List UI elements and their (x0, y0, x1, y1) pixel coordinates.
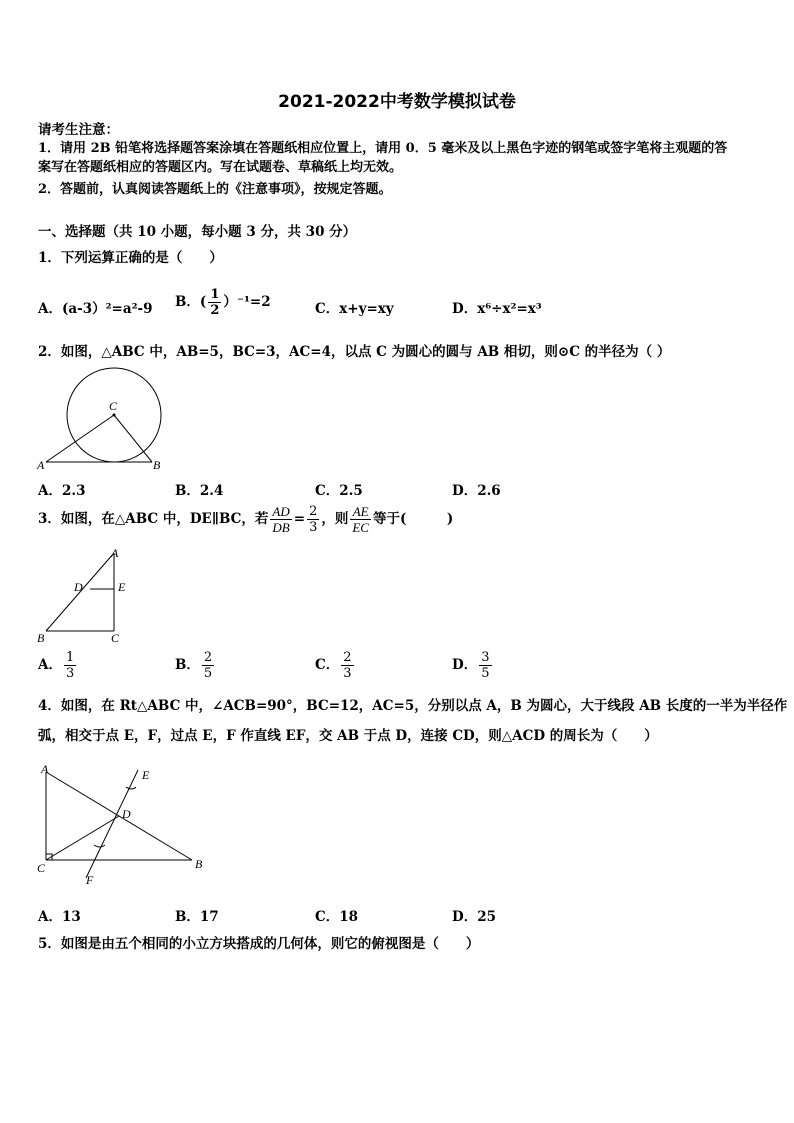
question-4-stem-line-2: 弧，相交于点 E，F，过点 E，F 作直线 EF，交 AB 于点 D，连接 CD，则△ACD 的周长为（ ） (38, 728, 658, 744)
q2-label-a: A (37, 458, 45, 472)
q3-a-fraction (64, 650, 76, 681)
q3-label-d: D (74, 580, 83, 594)
q3-f3-num: AE (350, 504, 371, 520)
q3-c-fraction (341, 650, 353, 681)
q3-option-c (315, 650, 356, 681)
q3-d-fraction (479, 650, 491, 681)
q2-option-c: C．2.5 (315, 483, 363, 499)
question-4-stem-line-1: 4．如图，在 Rt△ABC 中，∠ACB=90°，BC=12，AC=5，分别以点 A，B 为圆心，大于线段 AB 长度的一半为半径作 (38, 698, 788, 714)
q4-option-a: A．13 (38, 909, 81, 925)
q3-f2-num: 2 (309, 504, 318, 519)
notice-heading: 请考生注意： (38, 122, 119, 138)
q2-option-a: A．2.3 (38, 483, 86, 499)
q3-f1-num: AD (272, 504, 290, 519)
q3-d-num: 3 (481, 650, 490, 665)
q1-b-suffix: ）⁻¹=2 (223, 294, 271, 310)
q3-label-a: A (111, 546, 119, 560)
q1-b-den: 2 (210, 303, 220, 318)
q3-c-den: 3 (343, 666, 352, 681)
q2-figure (34, 365, 174, 477)
q2-center-dot (113, 414, 116, 417)
q4-segment-cd (46, 816, 119, 860)
question-3-stem (38, 504, 453, 535)
q3-label-b: B (37, 631, 45, 645)
q4-label-d: D (122, 807, 131, 821)
q4-arc-f (94, 845, 105, 847)
q3-stem-pre: 3．如图，在△ABC 中，DE∥BC，若 (38, 511, 269, 527)
q1-option-a: A．(a-3）²=a²-9 (38, 301, 153, 317)
question-2-stem: 2．如图，△ABC 中，AB=5，BC=3，AC=4，以点 C 为圆心的圆与 AB 相切，则⊙C 的半径为（ ） (38, 344, 671, 360)
q2-option-d: D．2.6 (452, 483, 501, 499)
q3-c-label: C． (315, 657, 340, 673)
q2-label-c: C (109, 399, 118, 413)
q4-label-f: F (86, 873, 94, 887)
q3-figure (34, 545, 134, 645)
q1-option-d: D．x⁶÷x²=x³ (452, 301, 542, 317)
q3-option-a (38, 650, 78, 681)
q4-figure (34, 760, 214, 890)
q3-label-e: E (118, 580, 126, 594)
notice-line-3: 2．答题前，认真阅读答题纸上的《注意事项》，按规定答题。 (38, 182, 392, 197)
q3-b-num: 2 (203, 650, 213, 665)
q2-side-bc (114, 415, 152, 462)
q2-side-ac (46, 415, 114, 462)
q3-b-den: 5 (203, 666, 213, 681)
q3-mid: ，则 (321, 511, 349, 527)
q3-a-num: 1 (65, 650, 75, 665)
q3-eq: = (293, 511, 306, 527)
q4-option-c: C．18 (315, 909, 359, 925)
q3-stem-post: 等于( ) (372, 511, 454, 527)
q4-arc-e (126, 787, 136, 789)
q4-label-c: C (37, 861, 46, 875)
q4-line-ef (86, 770, 138, 878)
q3-fraction-ae-ec (350, 504, 371, 535)
q1-option-b (175, 287, 271, 318)
q2-option-b: B．2.4 (175, 483, 224, 499)
q3-a-label: A． (38, 657, 62, 673)
q4-label-b: B (195, 857, 203, 871)
question-5-stem: 5．如图是由五个相同的小立方块搭成的几何体，则它的俯视图是（ ） (38, 936, 480, 952)
q1-option-c: C．x+y=xy (315, 301, 394, 317)
question-1-stem: 1．下列运算正确的是（ ） (38, 250, 223, 266)
q4-option-b: B．17 (175, 909, 219, 925)
q1-b-num: 1 (210, 287, 220, 302)
section-heading: 一、选择题（共 10 小题，每小题 3 分，共 30 分） (38, 224, 357, 240)
q3-option-b (175, 650, 216, 681)
q3-a-den: 3 (65, 666, 75, 681)
q3-d-den: 5 (481, 666, 490, 681)
q3-option-d (452, 650, 494, 681)
q4-label-a: A (41, 762, 49, 776)
q1-b-fraction (208, 287, 221, 318)
q3-fraction-ad-db (270, 504, 291, 535)
q4-option-d: D．25 (452, 909, 496, 925)
q3-f1-den: DB (272, 520, 290, 535)
q4-label-e: E (142, 768, 150, 782)
q3-fraction-2-3 (307, 504, 319, 535)
q3-c-num: 2 (343, 650, 352, 665)
q1-b-prefix: B．( (175, 294, 207, 310)
q3-d-label: D． (452, 657, 478, 673)
q2-label-b: B (153, 458, 161, 472)
page-title: 2021-2022中考数学模拟试卷 (278, 92, 516, 112)
q3-f2-den: 3 (309, 520, 318, 535)
q3-f3-den: EC (352, 520, 369, 535)
notice-line-2: 案写在答题纸相应的答题区内。写在试题卷、草稿纸上均无效。 (38, 160, 403, 175)
notice-line-1: 1．请用 2B 铅笔将选择题答案涂填在答题纸相应位置上，请用 0．5 毫米及以上黑色字迹的钢笔或签字笔将主观题的答 (38, 141, 728, 156)
q3-b-fraction (202, 650, 214, 681)
q3-b-label: B． (175, 657, 200, 673)
q3-label-c: C (111, 631, 120, 645)
